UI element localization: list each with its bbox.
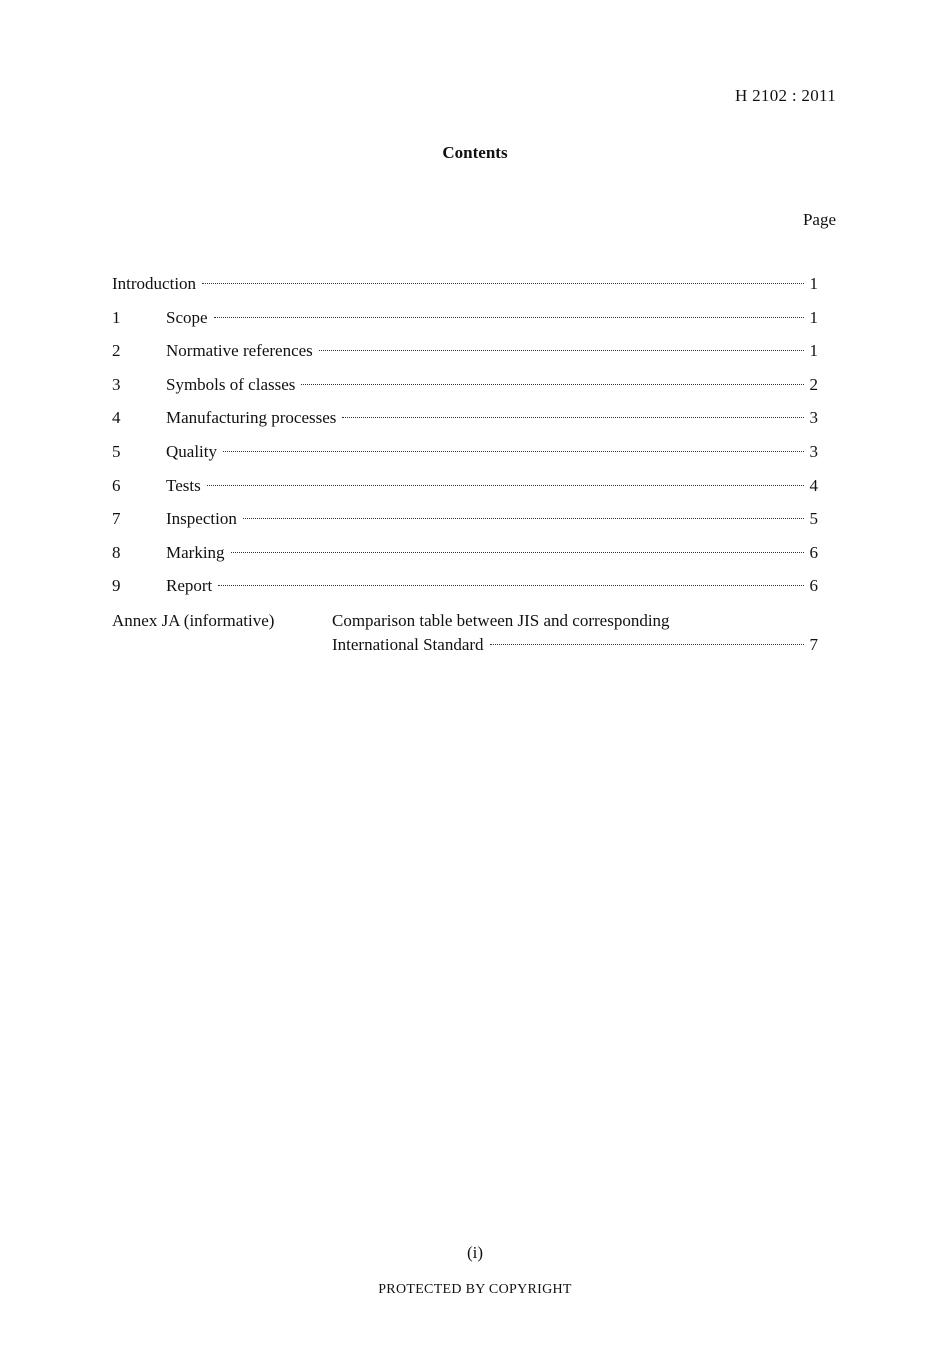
dot-leader	[214, 317, 804, 318]
toc-entry-title: Report	[166, 576, 213, 596]
toc-entry-page: 6	[809, 542, 818, 562]
toc-entry-number: 7	[112, 509, 121, 529]
dot-leader	[202, 283, 804, 284]
toc-entry-annex-ja[interactable]	[112, 611, 818, 655]
dot-leader	[207, 485, 804, 486]
toc-entry-page: 6	[809, 576, 818, 596]
dot-leader	[218, 585, 804, 586]
dot-leader	[490, 644, 804, 645]
toc-entry-number: 1	[112, 307, 121, 327]
table-of-contents	[112, 274, 818, 655]
dot-leader	[301, 384, 804, 385]
toc-entry-clause-2[interactable]	[112, 341, 818, 375]
toc-entry-number: 2	[112, 341, 121, 361]
dot-leader	[243, 518, 804, 519]
toc-entry-clause-5[interactable]	[112, 442, 818, 476]
toc-entry-clause-6[interactable]	[112, 476, 818, 510]
toc-entry-title: Scope	[166, 307, 208, 327]
toc-entry-clause-8[interactable]	[112, 543, 818, 577]
dot-leader	[223, 451, 804, 452]
toc-entry-page: 4	[809, 475, 818, 495]
toc-entry-clause-1[interactable]	[112, 308, 818, 342]
toc-entry-page: 7	[809, 634, 818, 654]
footer-page-number: (i)	[466, 1243, 484, 1262]
toc-entry-page: 1	[809, 341, 818, 361]
toc-entry-number: 6	[112, 475, 121, 495]
copyright-notice: PROTECTED BY COPYRIGHT	[378, 1282, 572, 1297]
toc-entry-title: Normative references	[166, 341, 313, 361]
toc-entry-page: 1	[809, 274, 818, 293]
toc-entry-page: 3	[809, 408, 818, 428]
toc-entry-clause-9[interactable]	[112, 576, 818, 610]
toc-entry-title: Tests	[166, 475, 201, 495]
toc-entry-clause-3[interactable]	[112, 375, 818, 409]
annex-label: Annex JA (informative)	[112, 610, 275, 630]
toc-entry-clause-7[interactable]	[112, 509, 818, 543]
toc-entry-number: 4	[112, 408, 121, 428]
toc-entry-title: Introduction	[112, 274, 197, 293]
toc-entry-number: 5	[112, 441, 121, 461]
toc-entry-introduction[interactable]	[112, 274, 818, 308]
annex-title-line-2: International Standard	[332, 634, 484, 654]
toc-entry-title: Quality	[166, 441, 217, 461]
toc-entry-page: 3	[809, 441, 818, 461]
standard-number: H 2102 : 2011	[734, 86, 836, 105]
toc-entry-page: 2	[809, 374, 818, 394]
annex-title-line-1: Comparison table between JIS and corresponding	[332, 610, 670, 630]
toc-entry-title: Inspection	[166, 509, 237, 529]
toc-entry-number: 9	[112, 576, 121, 596]
toc-entry-title: Manufacturing processes	[166, 408, 337, 428]
toc-entry-number: 8	[112, 542, 121, 562]
page-column-label: Page	[802, 210, 836, 229]
toc-entry-title: Symbols of classes	[166, 374, 296, 394]
toc-entry-title: Marking	[166, 542, 225, 562]
toc-entry-page: 1	[809, 307, 818, 327]
toc-entry-clause-4[interactable]	[112, 408, 818, 442]
dot-leader	[342, 417, 804, 418]
toc-entry-number: 3	[112, 374, 121, 394]
dot-leader	[231, 552, 804, 553]
dot-leader	[319, 350, 804, 351]
annex-title-line-2-row	[332, 635, 818, 655]
toc-entry-page: 5	[809, 509, 818, 529]
annex-title-block	[332, 611, 818, 655]
page-title: Contents	[442, 143, 508, 162]
